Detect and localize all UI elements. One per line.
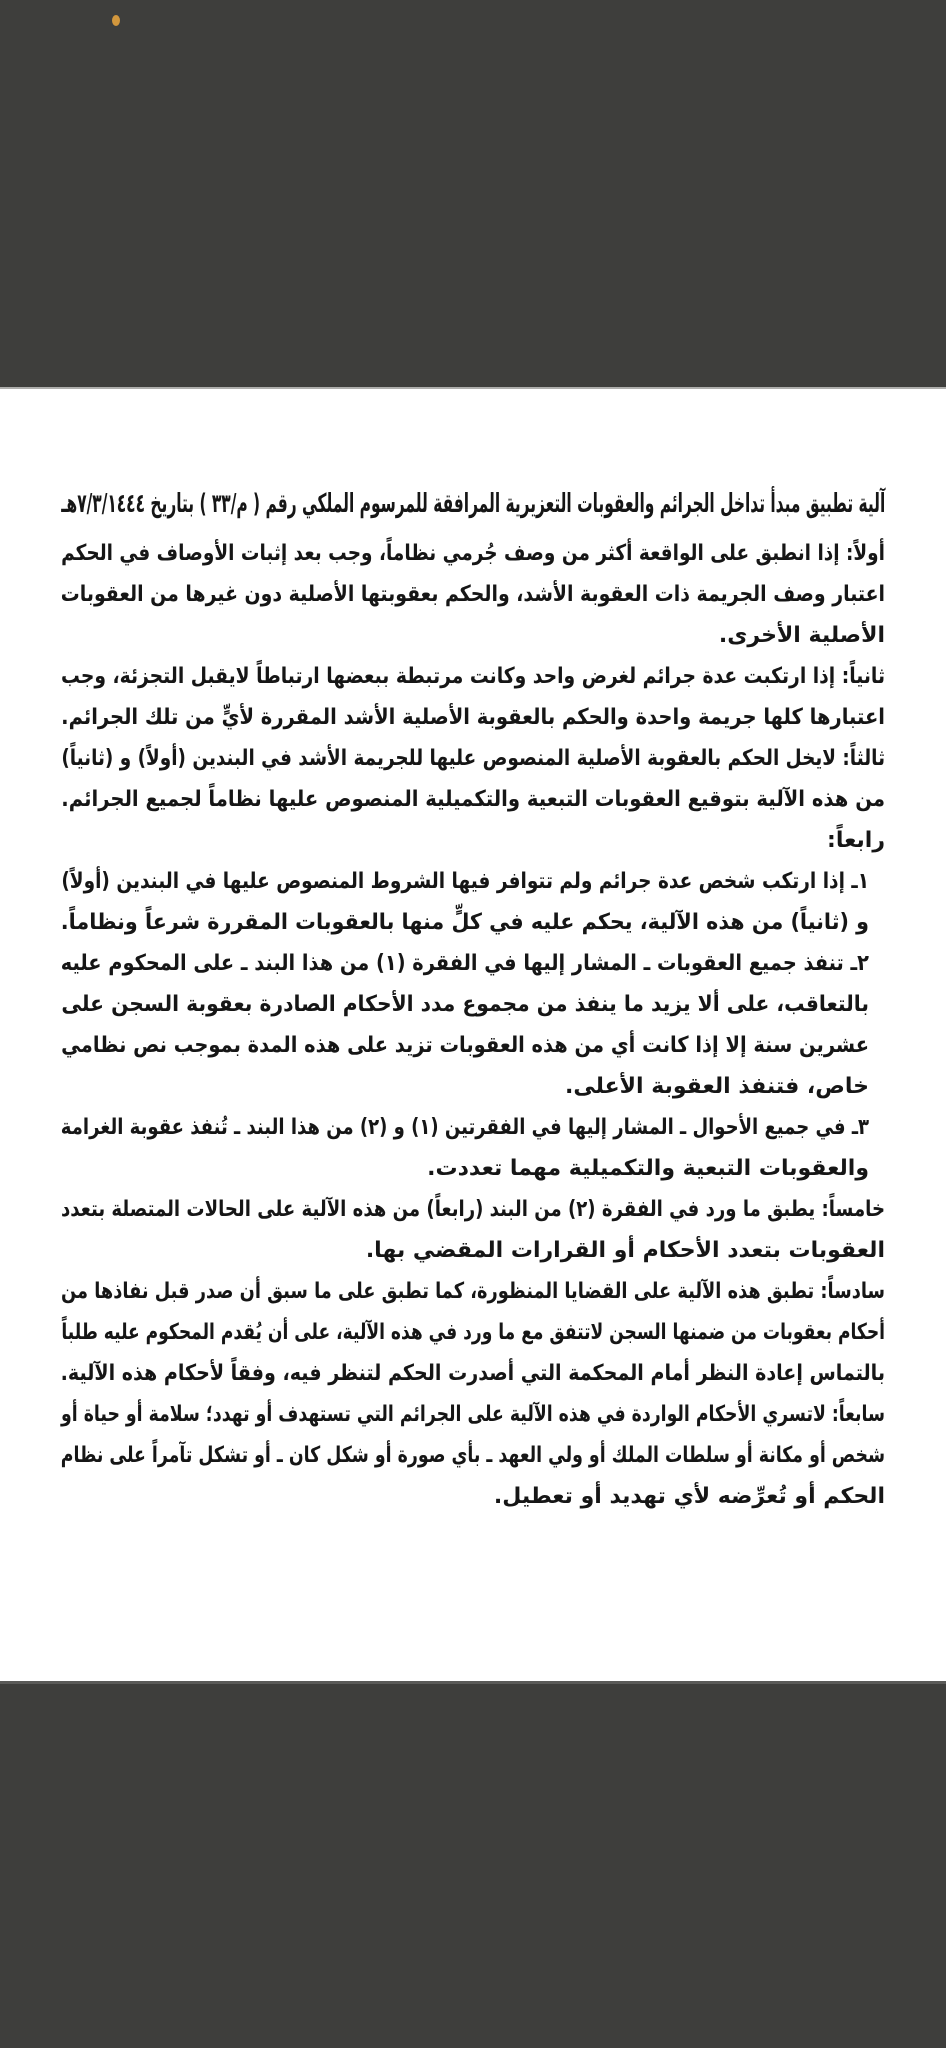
text-line: العقوبات بتعدد الأحكام أو القرارات المقضي بها. xyxy=(365,1238,885,1263)
text-line: بالتعاقب، على ألا يزيد ما ينفذ من مجموع مدد الأحكام الصادرة بعقوبة السجن على xyxy=(61,992,869,1017)
text-line: ٢ـ تنفذ جميع العقوبات ـ المشار إليها في الفقرة (١) من هذا البند ـ على المحكوم عليه xyxy=(60,951,869,976)
text-line: من هذه الآلية بتوقيع العقوبات التبعية والتكميلية المنصوص عليها نظاماً لجميع الجرائم. xyxy=(61,787,886,812)
text-line: رابعاً: xyxy=(827,828,885,853)
text-line: ثانياً: إذا ارتكبت عدة جرائم لغرض واحد وكانت مرتبطة ببعضها ارتباطاً لايقبل التجزئة، وجب xyxy=(61,664,885,689)
document-title-text: آلية تطبيق مبدأ تداخل الجرائم والعقوبات التعزيرية المرافقة للمرسوم الملكي رقم ( م/٣٣ ) بتاريخ ٧/٣/١٤٤٤هـ xyxy=(61,489,885,519)
paragraph-clause-seventh xyxy=(61,1394,885,1517)
paragraph-clause-sixth xyxy=(61,1271,885,1394)
orange-dot-indicator xyxy=(112,15,120,26)
bottom-letterbox xyxy=(0,1681,946,2048)
paragraph-clause-second xyxy=(61,656,885,738)
text-line: أحكام بعقوبات من ضمنها السجن لاتتفق مع ما ورد في هذه الآلية، على أن يُقدم المحكوم عليه طلباً xyxy=(61,1320,885,1345)
text-line: الأصلية الأخرى. xyxy=(718,623,885,648)
text-line: أولاً: إذا انطبق على الواقعة أكثر من وصف جُرمي نظاماً، وجب بعد إثبات الأوصاف في الحكم xyxy=(61,541,886,566)
text-line: الحكم أو تُعرِّضه لأي تهديد أو تعطيل. xyxy=(493,1484,885,1509)
text-line: اعتبارها كلها جريمة واحدة والحكم بالعقوبة الأصلية الأشد المقررة لأيٍّ من تلك الجرائم. xyxy=(61,705,885,730)
text-line: عشرين سنة إلا إذا كانت أي من هذه العقوبات تزيد على هذه المدة بموجب نص نظامي xyxy=(61,1033,870,1058)
paragraph-clause-fourth-item-1 xyxy=(61,861,885,943)
document-title xyxy=(61,487,885,521)
top-letterbox xyxy=(0,0,946,389)
text-line: ثالثاً: لايخل الحكم بالعقوبة الأصلية المنصوص عليها للجريمة الأشد في البندين (أولاً) و (ثانياً) xyxy=(61,746,885,771)
document-body xyxy=(61,533,885,1517)
text-line: ٣ـ في جميع الأحوال ـ المشار إليها في الفقرتين (١) و (٢) من هذا البند ـ تُنفذ عقوبة الغرامة xyxy=(60,1115,869,1140)
text-line: سادساً: تطبق هذه الآلية على القضايا المنظورة، كما تطبق على ما سبق أن صدر قبل نفاذها من xyxy=(61,1279,886,1304)
text-line: اعتبار وصف الجريمة ذات العقوبة الأشد، والحكم بعقوبتها الأصلية دون غيرها من العقوبات xyxy=(60,582,886,607)
paragraph-clause-fourth-item-2 xyxy=(61,943,885,1107)
paragraph-clause-fifth xyxy=(61,1189,885,1271)
paragraph-clause-fourth-heading xyxy=(61,820,885,861)
text-line: سابعاً: لاتسري الأحكام الواردة في هذه الآلية على الجرائم التي تستهدف أو تهدد؛ سلامة أو حياة أو xyxy=(61,1402,886,1427)
paragraph-clause-fourth-item-3 xyxy=(61,1107,885,1189)
text-line: خاص، فتنفذ العقوبة الأعلى. xyxy=(565,1074,869,1099)
text-line: بالتماس إعادة النظر أمام المحكمة التي أصدرت الحكم لتنظر فيه، وفقاً لأحكام هذه الآلية. xyxy=(60,1361,886,1386)
text-line: و (ثانياً) من هذه الآلية، يحكم عليه في كلٍّ منها بالعقوبات المقررة شرعاً ونظاماً. xyxy=(60,910,869,935)
text-line: خامساً: يطبق ما ورد في الفقرة (٢) من البند (رابعاً) من هذه الآلية على الحالات المتصلة بتعدد xyxy=(61,1197,885,1222)
text-line: شخص أو مكانة أو سلطات الملك أو ولي العهد ـ بأي صورة أو شكل كان ـ أو تشكل تآمراً على نظام xyxy=(60,1443,886,1468)
text-line: والعقوبات التبعية والتكميلية مهما تعددت. xyxy=(427,1156,869,1181)
document-page xyxy=(0,389,946,1681)
text-line: ١ـ إذا ارتكب شخص عدة جرائم ولم تتوافر فيها الشروط المنصوص عليها في البندين (أولاً) xyxy=(61,869,869,894)
paragraph-clause-third xyxy=(61,738,885,820)
paragraph-clause-first xyxy=(61,533,885,656)
